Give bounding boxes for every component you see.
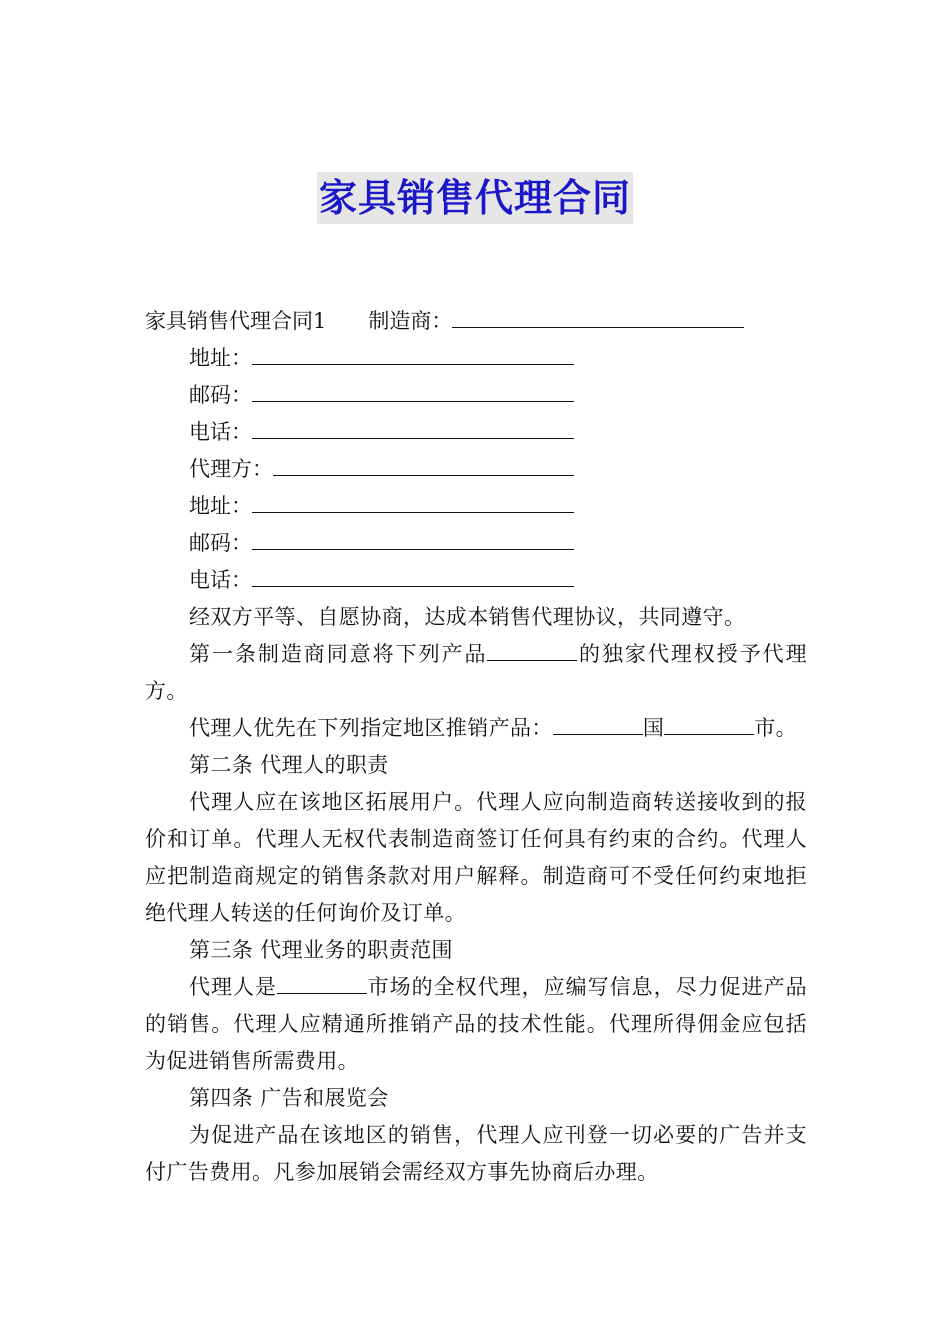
header-line: [145, 303, 807, 340]
phone-blank: [252, 414, 574, 439]
agent-label: 代理方：: [189, 457, 273, 481]
manufacturer-label: 制造商：: [368, 309, 453, 333]
phone-label: 电话：: [189, 568, 252, 592]
address-label: 地址：: [189, 494, 252, 518]
article-3-text-a: 代理人是: [189, 975, 277, 999]
article-3-body: [145, 969, 807, 1080]
market-blank: [277, 969, 367, 994]
city-blank: [664, 710, 754, 735]
region-paragraph: [145, 710, 807, 747]
document-title: 家具销售代理合同: [317, 172, 633, 224]
manufacturer-zip-line: [145, 377, 807, 414]
article-4-title: 第四条 广告和展览会: [189, 1086, 389, 1110]
agent-phone-line: [145, 562, 807, 599]
manufacturer-blank: [452, 303, 744, 328]
article-1-text-b: 的独家代理权授予代理方。: [145, 642, 808, 703]
manufacturer-phone-line: [145, 414, 807, 451]
agent-blank: [273, 451, 574, 476]
product-blank: [487, 636, 577, 661]
intro-paragraph: 经双方平等、自愿协商，达成本销售代理协议，共同遵守。: [189, 605, 746, 629]
article-3-text-b: 市场的全权代理，应编写信息，尽力促进产品的销售。代理人应精通所推销产品的技术性能。代理所得佣金应包括为促进销售所需费用。: [145, 975, 807, 1073]
manufacturer-address-line: [145, 340, 807, 377]
agent-address-line: [145, 488, 807, 525]
zip-blank: [252, 377, 574, 402]
phone-label: 电话：: [189, 420, 252, 444]
agent-line: [145, 451, 807, 488]
region-text-c: 市。: [754, 716, 798, 740]
region-text-b: 国: [642, 716, 665, 740]
document-body: [145, 303, 807, 1191]
article-2-title: 第二条 代理人的职责: [189, 753, 389, 777]
agent-zip-line: [145, 525, 807, 562]
region-text-a: 代理人优先在下列指定地区推销产品：: [189, 716, 553, 740]
article-2-body: 代理人应在该地区拓展用户。代理人应向制造商转送接收到的报价和订单。代理人无权代表制造商签订任何具有约束的合约。代理人应把制造商规定的销售条款对用户解释。制造商可不受任何约束地拒绝代理人转送的任何询价及订单。: [145, 790, 807, 925]
article-3-title: 第三条 代理业务的职责范围: [189, 938, 453, 962]
country-blank: [553, 710, 643, 735]
contract-label: 家具销售代理合同1: [145, 309, 327, 333]
zip-blank: [252, 525, 574, 550]
zip-label: 邮码：: [189, 383, 252, 407]
article-4-body: 为促进产品在该地区的销售，代理人应刊登一切必要的广告并支付广告费用。凡参加展销会需经双方事先协商后办理。: [145, 1123, 807, 1184]
address-label: 地址：: [189, 346, 252, 370]
address-blank: [252, 488, 574, 513]
phone-blank: [252, 562, 574, 587]
article-1-paragraph: [145, 636, 807, 710]
zip-label: 邮码：: [189, 531, 252, 555]
article-1-text-a: 第一条制造商同意将下列产品: [189, 642, 488, 666]
title-wrapper: [0, 172, 950, 224]
address-blank: [252, 340, 574, 365]
